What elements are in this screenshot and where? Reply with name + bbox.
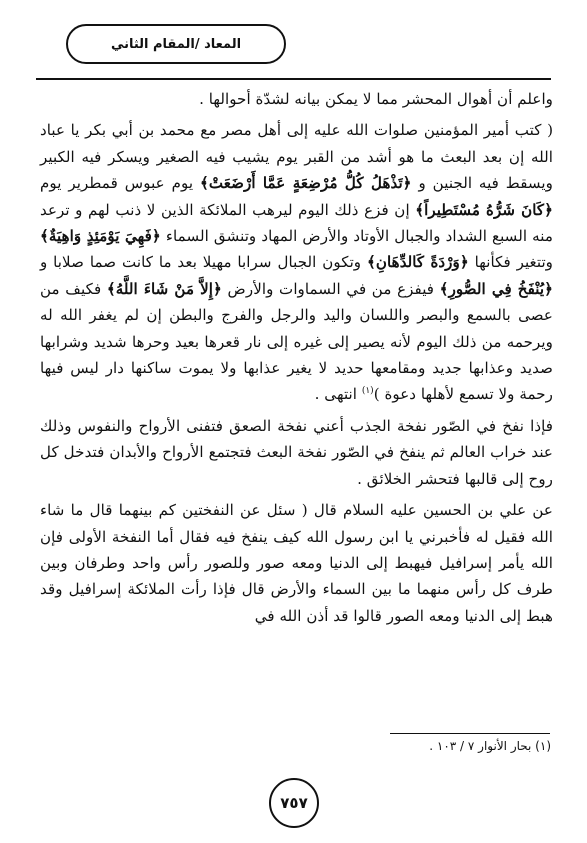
text-run: يوم عبوس قمطرير يوم	[40, 174, 200, 193]
chapter-header	[66, 24, 286, 64]
text-run: وتكون الجبال سرابا مهيلا بعد ما كانت صما صلابا و	[40, 253, 367, 272]
text-run: انتهى .	[314, 385, 362, 404]
quran-verse: ﴿تَذْهَلُ كُلُّ مُرْضِعَةٍ عَمَّا أَرْضَعَتْ﴾	[199, 174, 412, 193]
paragraph	[40, 86, 553, 112]
text-run: إن فزع ذلك اليوم ليرهب الملائكة الذين لا ذنب لهم و ترعد منه السبع الشداد والجبال الأوتاد والأرض المهاد وتنشق السماء	[40, 200, 553, 246]
footnote-ref: (١)	[361, 386, 374, 397]
quran-verse: ﴿يُنْفَخُ فِي الصُّورِ﴾	[439, 279, 553, 298]
body-text	[40, 86, 553, 629]
quran-verse: ﴿إِلاَّ مَنْ شَاءَ اللَّهُ﴾	[106, 279, 222, 298]
quran-verse: ﴿كَانَ شَرُّهُ مُسْتَطِيراً﴾	[415, 200, 554, 219]
footnote-divider	[390, 733, 550, 734]
text-run: فإذا نفخ في الصّور نفخة الجذب أعني نفخة الصعق فتفنى الأرواح والنفوس وذلك عند خراب العالم ثم ينفخ في الصّور نفخة البعث فتجتمع الأرواح والأبدان فتدخل كل روح إلى قالبها فتحشر الخلائق .	[40, 416, 553, 488]
text-run: عن علي بن الحسين عليه السلام قال ( سئل عن النفختين كم بينهما قال ما شاء الله فقيل له فأخبرني يا ابن رسول الله كيف ينفخ فيه فقال أما النفخة الأولى فإن الله يأمر إسرافيل فيهبط إلى الدنيا ومعه صور وللصور رأس واحد وطرفان وبين طرف كل رأس منهما ما بين السماء والأرض قال فإذا رأت الملائكة إسرافيل وقد هبط إلى الدنيا ومعه الصور قالوا قد أذن الله في	[40, 501, 553, 625]
page-number: ٧٥٧	[280, 794, 308, 812]
chapter-title: المعاد /المقام الثاني	[110, 36, 242, 52]
page-number-badge	[269, 778, 319, 828]
paragraph	[40, 497, 553, 629]
paragraph	[40, 117, 553, 407]
quran-verse: ﴿وَرْدَةً كَالدِّهَانِ﴾	[367, 253, 469, 272]
footnote: (١) بحار الأنوار ٧ / ١٠٣ .	[429, 739, 551, 753]
text-run: وتتغير فكأنها	[468, 253, 554, 272]
header-divider	[36, 78, 551, 80]
text-run: واعلم أن أهوال المحشر مما لا يمكن بيانه لشدّة أحوالها .	[199, 90, 553, 108]
text-run: فيفزع من في السماوات والأرض	[221, 279, 440, 298]
text-run: فكيف من عصى بالسمع والبصر واللسان واليد والرجل والفرج والبطن إن لم يغفر الله له ويرحمه من ذلك اليوم لأنه يصير إلى غيره إلى نار قعرها بعيد وحرها شديد وشرابها صديد وعذابها جديد ومقامعها حديد لا يغير عذابها ولا يموت ساكنها دار ليس فيها رحمة ولا تسمع لأهلها دعوة )	[40, 279, 553, 404]
paragraph	[40, 413, 553, 492]
text-run: ( كتب أمير المؤمنين صلوات الله عليه إلى أهل مصر مع محمد بن أبي بكر يا عباد الله إن بعد البعث ما هو أشد من القبر يوم يشيب فيه الصغير ويسكر فيه الكبير ويسقط فيه الجنين و	[40, 121, 553, 193]
quran-verse: ﴿فَهِيَ يَوْمَئِذٍ وَاهِيَةٌ﴾	[40, 227, 161, 246]
